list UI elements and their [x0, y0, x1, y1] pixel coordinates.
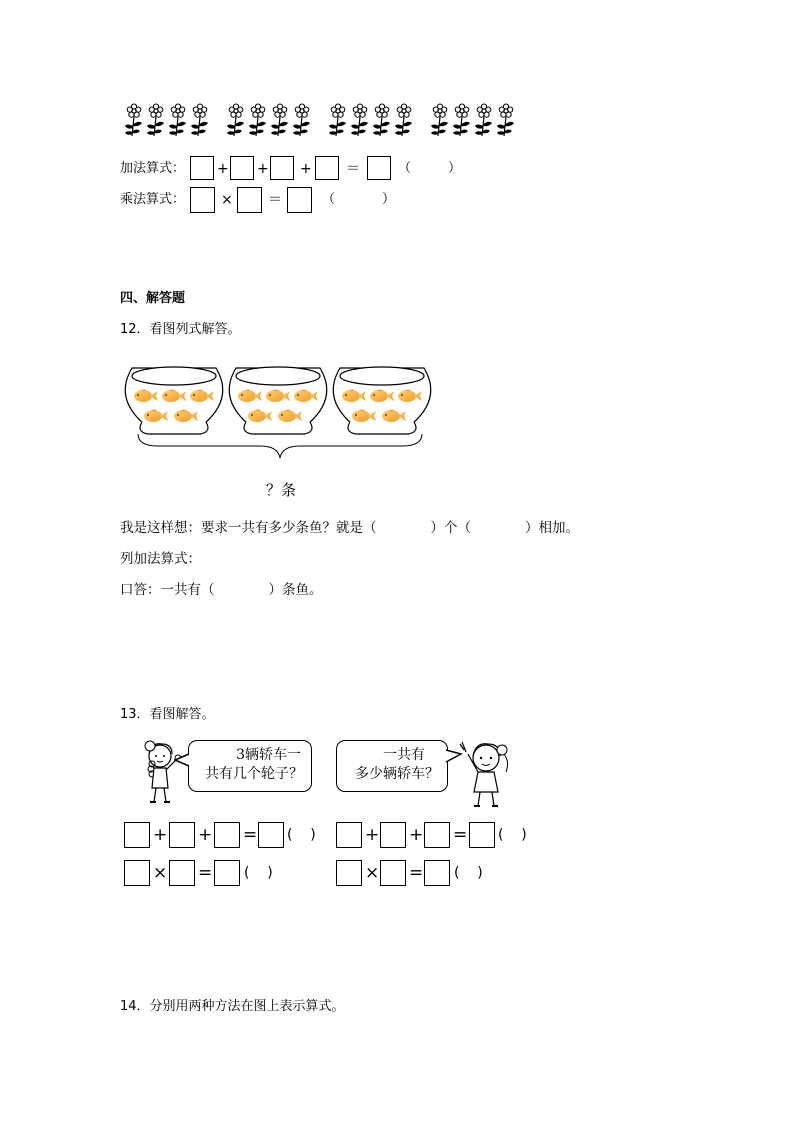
flower-groups — [120, 100, 520, 144]
question-14-title: 14．分别用两种方法在图上表示算式。 — [120, 999, 345, 1014]
flower-group-3 — [329, 104, 412, 136]
equals-sign: = — [198, 863, 213, 883]
answer-box[interactable] — [367, 156, 391, 180]
fishbowl — [125, 367, 223, 434]
plus-sign: + — [198, 825, 213, 845]
question-12-title: 12．看图列式解答。 — [120, 322, 241, 337]
oral-answer-line: 口答：一共有（ ）条鱼。 — [120, 582, 323, 598]
flower-group-1 — [125, 104, 208, 136]
addition-formula-prompt: 列加法算式： — [120, 551, 201, 567]
unit-parens: ( ) — [498, 827, 527, 843]
question-13-title: 13．看图解答。 — [120, 707, 215, 722]
paren-open: （ — [398, 161, 412, 176]
speech-bubble-left — [188, 740, 312, 792]
girl-left-illustration — [138, 738, 188, 808]
bubble-text-line: 共有几个轮子？ — [205, 766, 303, 782]
bubble-text-line: 一共有 — [383, 747, 425, 763]
speech-bubble-right — [336, 740, 448, 792]
times-sign: × — [153, 863, 168, 883]
fishbowls-image — [118, 358, 440, 462]
times-sign: × — [221, 192, 233, 208]
answer-box[interactable] — [169, 860, 195, 886]
answer-box[interactable] — [336, 822, 362, 848]
unit-parens: ( ) — [454, 865, 483, 881]
answer-box[interactable] — [315, 156, 339, 180]
answer-box[interactable] — [169, 822, 195, 848]
bubble-text-line: 3辆轿车一 — [236, 747, 301, 763]
plus-sign: + — [217, 161, 229, 177]
bubble-text-line: 多少辆轿车？ — [355, 766, 439, 782]
speech-bubble-tail — [174, 752, 192, 768]
plus-sign: + — [153, 825, 168, 845]
add-formula-label: 加法算式： — [120, 161, 186, 176]
answer-box[interactable] — [124, 822, 150, 848]
answer-box[interactable] — [424, 822, 450, 848]
answer-box[interactable] — [230, 156, 254, 180]
paren-open: （ — [322, 192, 336, 207]
equals-sign: ＝ — [346, 161, 360, 177]
fishbowl — [333, 367, 431, 434]
answer-box[interactable] — [258, 822, 284, 848]
equals-sign: ＝ — [268, 192, 282, 208]
girl-right-illustration — [458, 738, 518, 814]
answer-box[interactable] — [336, 860, 362, 886]
answer-box[interactable] — [237, 187, 262, 213]
plus-sign: + — [409, 825, 424, 845]
plus-sign: + — [257, 161, 269, 177]
answer-box[interactable] — [214, 822, 240, 848]
equals-sign: = — [243, 825, 258, 845]
plus-sign: + — [300, 161, 312, 177]
section-heading: 四、解答题 — [120, 291, 186, 306]
flower-group-2 — [227, 104, 310, 136]
mul-formula-label: 乘法算式： — [120, 192, 186, 207]
answer-box[interactable] — [287, 187, 312, 213]
answer-box[interactable] — [469, 822, 495, 848]
answer-box[interactable] — [270, 156, 294, 180]
equals-sign: = — [409, 863, 424, 883]
plus-sign: + — [365, 825, 380, 845]
answer-box[interactable] — [380, 860, 406, 886]
unit-parens: ( ) — [287, 827, 316, 843]
answer-box[interactable] — [124, 860, 150, 886]
times-sign: × — [365, 863, 380, 883]
answer-box[interactable] — [190, 187, 215, 213]
answer-box[interactable] — [190, 156, 214, 180]
paren-close: ） — [382, 192, 396, 207]
flower-group-4 — [431, 104, 514, 136]
answer-box[interactable] — [214, 860, 240, 886]
answer-box[interactable] — [380, 822, 406, 848]
brace-label: ？条 — [266, 481, 297, 499]
brace — [138, 434, 422, 458]
fishbowl — [229, 367, 327, 434]
answer-box[interactable] — [424, 860, 450, 886]
paren-close: ） — [448, 161, 462, 176]
reasoning-line: 我是这样想：要求一共有多少条鱼？就是（ ）个（ ）相加。 — [120, 520, 579, 536]
equals-sign: = — [453, 825, 468, 845]
unit-parens: ( ) — [244, 865, 273, 881]
